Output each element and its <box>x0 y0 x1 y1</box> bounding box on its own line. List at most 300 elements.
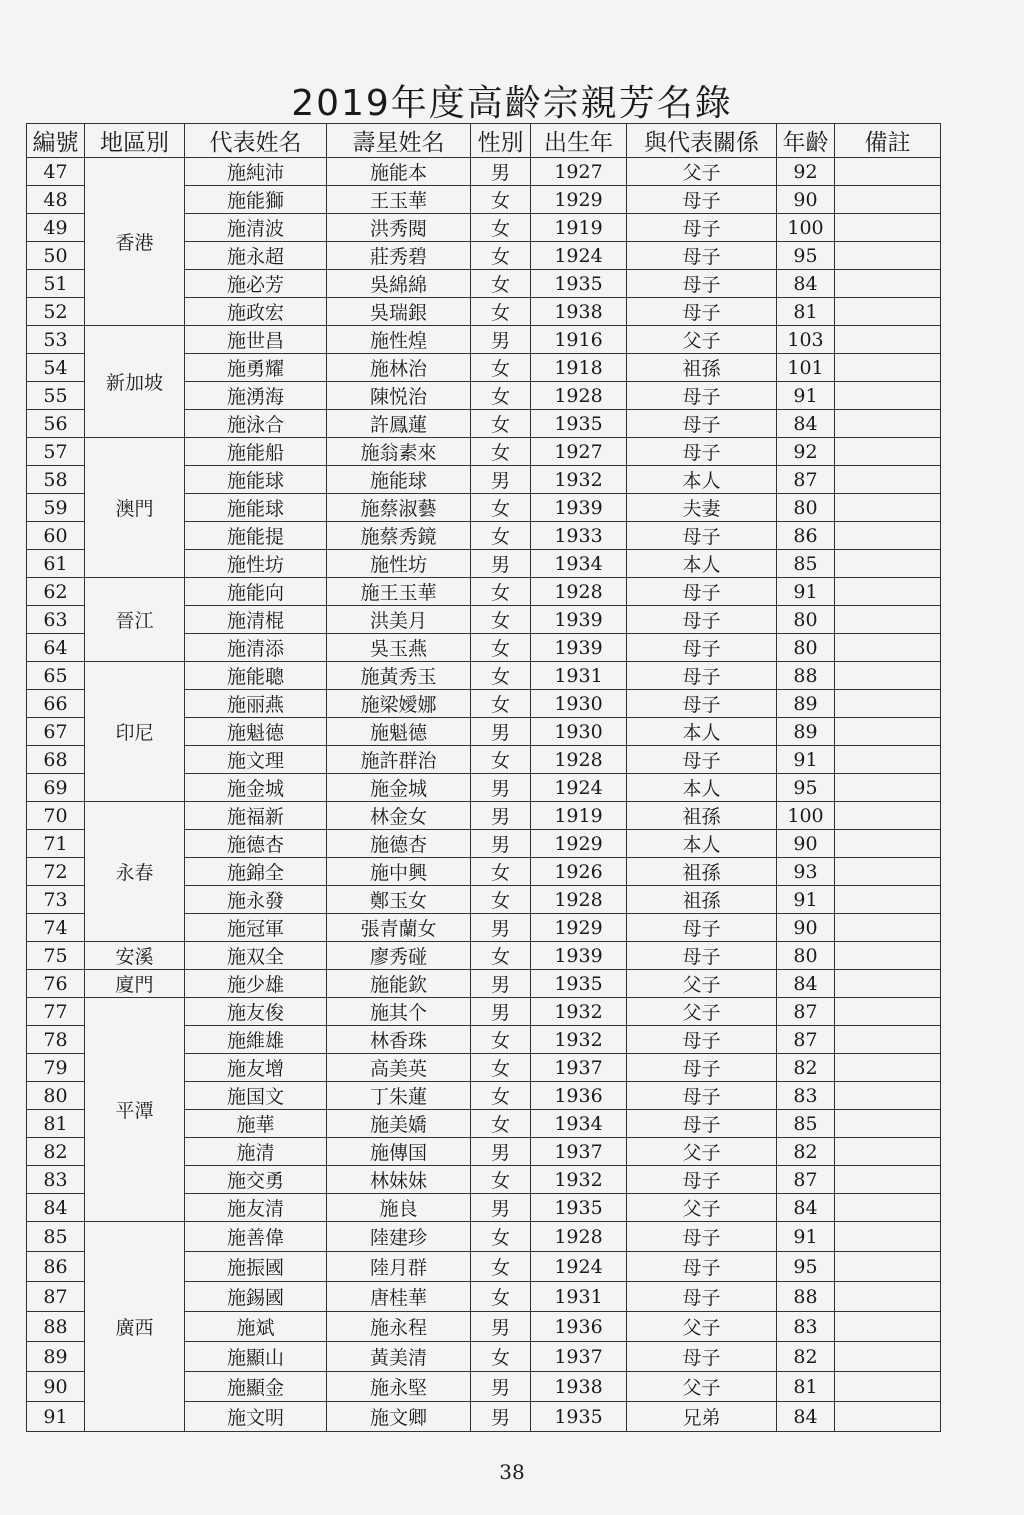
table-row <box>27 438 941 466</box>
cell-age: 82 <box>777 1138 835 1166</box>
cell-representative: 施能獅 <box>185 186 327 214</box>
cell-relation: 母子 <box>627 606 777 634</box>
cell-remarks <box>835 186 941 214</box>
cell-birth-year: 1936 <box>531 1312 627 1342</box>
cell-number: 86 <box>27 1252 85 1282</box>
cell-age: 87 <box>777 1166 835 1194</box>
cell-number: 79 <box>27 1054 85 1082</box>
cell-birth-year: 1938 <box>531 298 627 326</box>
cell-gender: 男 <box>471 774 531 802</box>
cell-remarks <box>835 382 941 410</box>
cell-representative: 施振國 <box>185 1252 327 1282</box>
cell-honoree: 洪秀閱 <box>327 214 471 242</box>
cell-remarks <box>835 438 941 466</box>
cell-relation: 母子 <box>627 1166 777 1194</box>
roster-body <box>27 158 941 1432</box>
cell-relation: 母子 <box>627 1282 777 1312</box>
cell-gender: 女 <box>471 746 531 774</box>
cell-relation: 母子 <box>627 1110 777 1138</box>
cell-number: 51 <box>27 270 85 298</box>
cell-birth-year: 1934 <box>531 1110 627 1138</box>
cell-gender: 男 <box>471 1138 531 1166</box>
cell-birth-year: 1939 <box>531 606 627 634</box>
cell-representative: 施能船 <box>185 438 327 466</box>
cell-age: 91 <box>777 886 835 914</box>
cell-gender: 女 <box>471 186 531 214</box>
cell-remarks <box>835 354 941 382</box>
cell-birth-year: 1929 <box>531 914 627 942</box>
cell-relation: 本人 <box>627 774 777 802</box>
cell-relation: 本人 <box>627 830 777 858</box>
cell-representative: 施世昌 <box>185 326 327 354</box>
cell-gender: 女 <box>471 410 531 438</box>
cell-birth-year: 1918 <box>531 354 627 382</box>
cell-honoree: 廖秀碰 <box>327 942 471 970</box>
cell-age: 80 <box>777 494 835 522</box>
cell-age: 92 <box>777 438 835 466</box>
cell-remarks <box>835 410 941 438</box>
cell-representative: 施泳合 <box>185 410 327 438</box>
cell-birth-year: 1932 <box>531 998 627 1026</box>
cell-region: 永春 <box>85 802 185 942</box>
cell-birth-year: 1937 <box>531 1054 627 1082</box>
cell-gender: 女 <box>471 942 531 970</box>
cell-relation: 母子 <box>627 746 777 774</box>
cell-representative: 施国文 <box>185 1082 327 1110</box>
cell-honoree: 施永堅 <box>327 1372 471 1402</box>
cell-representative: 施錦全 <box>185 858 327 886</box>
cell-birth-year: 1926 <box>531 858 627 886</box>
cell-relation: 祖孫 <box>627 354 777 382</box>
cell-age: 84 <box>777 410 835 438</box>
table-row <box>27 970 941 998</box>
cell-birth-year: 1931 <box>531 1282 627 1312</box>
cell-remarks <box>835 1402 941 1432</box>
cell-remarks <box>835 298 941 326</box>
cell-gender: 男 <box>471 830 531 858</box>
cell-representative: 施善偉 <box>185 1222 327 1252</box>
cell-relation: 祖孫 <box>627 886 777 914</box>
cell-relation: 父子 <box>627 1312 777 1342</box>
cell-honoree: 張青蘭女 <box>327 914 471 942</box>
table-row <box>27 802 941 830</box>
cell-number: 74 <box>27 914 85 942</box>
cell-age: 87 <box>777 466 835 494</box>
header-remarks: 備註 <box>835 124 941 158</box>
cell-age: 90 <box>777 830 835 858</box>
cell-number: 81 <box>27 1110 85 1138</box>
cell-birth-year: 1928 <box>531 1222 627 1252</box>
cell-representative: 施友增 <box>185 1054 327 1082</box>
cell-honoree: 施許群治 <box>327 746 471 774</box>
cell-gender: 女 <box>471 1342 531 1372</box>
cell-honoree: 施梁嬡娜 <box>327 690 471 718</box>
cell-representative: 施文明 <box>185 1402 327 1432</box>
cell-age: 81 <box>777 1372 835 1402</box>
cell-relation: 母子 <box>627 662 777 690</box>
cell-relation: 母子 <box>627 634 777 662</box>
cell-birth-year: 1924 <box>531 1252 627 1282</box>
cell-relation: 母子 <box>627 410 777 438</box>
cell-gender: 女 <box>471 858 531 886</box>
cell-remarks <box>835 1138 941 1166</box>
cell-age: 91 <box>777 578 835 606</box>
cell-remarks <box>835 1194 941 1222</box>
cell-honoree: 施能欽 <box>327 970 471 998</box>
cell-age: 93 <box>777 858 835 886</box>
cell-birth-year: 1932 <box>531 466 627 494</box>
cell-honoree: 施蔡淑藝 <box>327 494 471 522</box>
cell-number: 66 <box>27 690 85 718</box>
cell-representative: 施文理 <box>185 746 327 774</box>
cell-number: 59 <box>27 494 85 522</box>
cell-gender: 女 <box>471 606 531 634</box>
cell-remarks <box>835 1222 941 1252</box>
cell-representative: 施冠軍 <box>185 914 327 942</box>
cell-birth-year: 1916 <box>531 326 627 354</box>
cell-remarks <box>835 550 941 578</box>
cell-representative: 施斌 <box>185 1312 327 1342</box>
cell-region: 平潭 <box>85 998 185 1222</box>
cell-number: 54 <box>27 354 85 382</box>
table-row <box>27 662 941 690</box>
cell-honoree: 施中興 <box>327 858 471 886</box>
cell-relation: 本人 <box>627 466 777 494</box>
cell-birth-year: 1935 <box>531 410 627 438</box>
cell-honoree: 施魁德 <box>327 718 471 746</box>
cell-age: 83 <box>777 1312 835 1342</box>
cell-age: 95 <box>777 242 835 270</box>
cell-gender: 女 <box>471 298 531 326</box>
cell-relation: 祖孫 <box>627 858 777 886</box>
cell-birth-year: 1930 <box>531 718 627 746</box>
cell-gender: 男 <box>471 802 531 830</box>
cell-representative: 施錫國 <box>185 1282 327 1312</box>
cell-remarks <box>835 1342 941 1372</box>
cell-honoree: 林金女 <box>327 802 471 830</box>
cell-honoree: 洪美月 <box>327 606 471 634</box>
cell-relation: 父子 <box>627 970 777 998</box>
cell-age: 80 <box>777 634 835 662</box>
header-representative: 代表姓名 <box>185 124 327 158</box>
cell-remarks <box>835 158 941 186</box>
table-row <box>27 326 941 354</box>
cell-age: 90 <box>777 186 835 214</box>
cell-relation: 母子 <box>627 1222 777 1252</box>
cell-age: 100 <box>777 214 835 242</box>
cell-number: 48 <box>27 186 85 214</box>
header-honoree: 壽星姓名 <box>327 124 471 158</box>
cell-age: 89 <box>777 718 835 746</box>
cell-honoree: 施其个 <box>327 998 471 1026</box>
cell-representative: 施能向 <box>185 578 327 606</box>
cell-remarks <box>835 858 941 886</box>
header-row <box>27 124 941 158</box>
cell-age: 80 <box>777 606 835 634</box>
cell-gender: 女 <box>471 1054 531 1082</box>
cell-number: 85 <box>27 1222 85 1252</box>
table-row <box>27 942 941 970</box>
cell-birth-year: 1937 <box>531 1138 627 1166</box>
cell-representative: 施清添 <box>185 634 327 662</box>
cell-number: 70 <box>27 802 85 830</box>
cell-remarks <box>835 746 941 774</box>
cell-number: 58 <box>27 466 85 494</box>
cell-relation: 父子 <box>627 998 777 1026</box>
page-number: 38 <box>499 1460 525 1484</box>
cell-region: 印尼 <box>85 662 185 802</box>
cell-representative: 施魁德 <box>185 718 327 746</box>
cell-relation: 兄弟 <box>627 1402 777 1432</box>
cell-representative: 施双全 <box>185 942 327 970</box>
cell-representative: 施友俊 <box>185 998 327 1026</box>
cell-relation: 父子 <box>627 1372 777 1402</box>
cell-birth-year: 1924 <box>531 774 627 802</box>
cell-number: 77 <box>27 998 85 1026</box>
cell-representative: 施能球 <box>185 466 327 494</box>
cell-honoree: 吳綿綿 <box>327 270 471 298</box>
cell-gender: 男 <box>471 1312 531 1342</box>
cell-honoree: 高美英 <box>327 1054 471 1082</box>
cell-region: 晉江 <box>85 578 185 662</box>
cell-birth-year: 1935 <box>531 270 627 298</box>
page-title: 2019年度高齡宗親芳名錄 <box>291 83 733 124</box>
cell-region: 澳門 <box>85 438 185 578</box>
table-row <box>27 1222 941 1252</box>
cell-remarks <box>835 690 941 718</box>
cell-relation: 母子 <box>627 298 777 326</box>
cell-remarks <box>835 662 941 690</box>
cell-birth-year: 1935 <box>531 1402 627 1432</box>
cell-age: 92 <box>777 158 835 186</box>
cell-gender: 女 <box>471 438 531 466</box>
cell-birth-year: 1934 <box>531 550 627 578</box>
cell-honoree: 施傳国 <box>327 1138 471 1166</box>
cell-birth-year: 1919 <box>531 214 627 242</box>
cell-relation: 母子 <box>627 942 777 970</box>
cell-remarks <box>835 830 941 858</box>
cell-relation: 父子 <box>627 1194 777 1222</box>
cell-honoree: 施能球 <box>327 466 471 494</box>
cell-representative: 施華 <box>185 1110 327 1138</box>
cell-representative: 施清波 <box>185 214 327 242</box>
cell-gender: 女 <box>471 1166 531 1194</box>
cell-representative: 施清 <box>185 1138 327 1166</box>
cell-age: 84 <box>777 970 835 998</box>
cell-gender: 女 <box>471 1082 531 1110</box>
cell-remarks <box>835 494 941 522</box>
cell-relation: 母子 <box>627 382 777 410</box>
header-birth-year: 出生年 <box>531 124 627 158</box>
cell-relation: 母子 <box>627 522 777 550</box>
cell-number: 73 <box>27 886 85 914</box>
cell-honoree: 施翁素來 <box>327 438 471 466</box>
cell-number: 68 <box>27 746 85 774</box>
cell-number: 60 <box>27 522 85 550</box>
cell-number: 88 <box>27 1312 85 1342</box>
cell-gender: 男 <box>471 326 531 354</box>
cell-remarks <box>835 1252 941 1282</box>
cell-region: 廈門 <box>85 970 185 998</box>
cell-age: 80 <box>777 942 835 970</box>
cell-relation: 夫妻 <box>627 494 777 522</box>
cell-representative: 施勇耀 <box>185 354 327 382</box>
cell-remarks <box>835 1054 941 1082</box>
cell-remarks <box>835 270 941 298</box>
cell-honoree: 唐桂華 <box>327 1282 471 1312</box>
cell-number: 57 <box>27 438 85 466</box>
cell-representative: 施能球 <box>185 494 327 522</box>
cell-birth-year: 1929 <box>531 830 627 858</box>
cell-gender: 男 <box>471 998 531 1026</box>
cell-gender: 女 <box>471 1252 531 1282</box>
cell-age: 82 <box>777 1054 835 1082</box>
cell-birth-year: 1939 <box>531 634 627 662</box>
cell-number: 50 <box>27 242 85 270</box>
cell-age: 95 <box>777 774 835 802</box>
cell-relation: 母子 <box>627 214 777 242</box>
cell-birth-year: 1927 <box>531 438 627 466</box>
cell-remarks <box>835 1026 941 1054</box>
cell-number: 89 <box>27 1342 85 1372</box>
cell-gender: 男 <box>471 718 531 746</box>
cell-age: 89 <box>777 690 835 718</box>
cell-honoree: 陸建珍 <box>327 1222 471 1252</box>
cell-number: 84 <box>27 1194 85 1222</box>
cell-relation: 母子 <box>627 242 777 270</box>
cell-honoree: 許鳳蓮 <box>327 410 471 438</box>
cell-remarks <box>835 1110 941 1138</box>
cell-number: 53 <box>27 326 85 354</box>
cell-age: 101 <box>777 354 835 382</box>
cell-representative: 施金城 <box>185 774 327 802</box>
cell-honoree: 施德杏 <box>327 830 471 858</box>
cell-honoree: 施能本 <box>327 158 471 186</box>
cell-honoree: 施林治 <box>327 354 471 382</box>
cell-representative: 施清棍 <box>185 606 327 634</box>
cell-remarks <box>835 1282 941 1312</box>
cell-age: 85 <box>777 1110 835 1138</box>
cell-birth-year: 1935 <box>531 1194 627 1222</box>
cell-remarks <box>835 466 941 494</box>
cell-honoree: 施良 <box>327 1194 471 1222</box>
table-row <box>27 158 941 186</box>
header-number: 編號 <box>27 124 85 158</box>
table-row <box>27 578 941 606</box>
cell-relation: 母子 <box>627 438 777 466</box>
cell-honoree: 吳玉燕 <box>327 634 471 662</box>
cell-age: 91 <box>777 746 835 774</box>
cell-age: 100 <box>777 802 835 830</box>
cell-birth-year: 1937 <box>531 1342 627 1372</box>
cell-relation: 母子 <box>627 1082 777 1110</box>
cell-age: 85 <box>777 550 835 578</box>
cell-birth-year: 1928 <box>531 886 627 914</box>
cell-gender: 女 <box>471 1222 531 1252</box>
cell-number: 87 <box>27 1282 85 1312</box>
cell-honoree: 丁朱蓮 <box>327 1082 471 1110</box>
cell-number: 49 <box>27 214 85 242</box>
cell-representative: 施福新 <box>185 802 327 830</box>
cell-gender: 女 <box>471 690 531 718</box>
cell-remarks <box>835 1312 941 1342</box>
cell-representative: 施交勇 <box>185 1166 327 1194</box>
cell-gender: 女 <box>471 1110 531 1138</box>
cell-representative: 施友清 <box>185 1194 327 1222</box>
cell-gender: 男 <box>471 1372 531 1402</box>
cell-birth-year: 1929 <box>531 186 627 214</box>
cell-number: 91 <box>27 1402 85 1432</box>
cell-honoree: 施美嬌 <box>327 1110 471 1138</box>
cell-relation: 父子 <box>627 158 777 186</box>
header-relation: 與代表關係 <box>627 124 777 158</box>
cell-age: 82 <box>777 1342 835 1372</box>
cell-honoree: 黃美清 <box>327 1342 471 1372</box>
cell-age: 91 <box>777 1222 835 1252</box>
cell-birth-year: 1932 <box>531 1166 627 1194</box>
cell-honoree: 施性坊 <box>327 550 471 578</box>
cell-gender: 男 <box>471 1402 531 1432</box>
cell-remarks <box>835 606 941 634</box>
cell-relation: 本人 <box>627 718 777 746</box>
header-age: 年齡 <box>777 124 835 158</box>
cell-relation: 母子 <box>627 690 777 718</box>
cell-number: 82 <box>27 1138 85 1166</box>
header-gender: 性別 <box>471 124 531 158</box>
cell-region: 安溪 <box>85 942 185 970</box>
cell-relation: 母子 <box>627 186 777 214</box>
cell-number: 61 <box>27 550 85 578</box>
cell-number: 90 <box>27 1372 85 1402</box>
cell-remarks <box>835 942 941 970</box>
cell-birth-year: 1927 <box>531 158 627 186</box>
cell-honoree: 陸月群 <box>327 1252 471 1282</box>
cell-relation: 本人 <box>627 550 777 578</box>
cell-birth-year: 1933 <box>531 522 627 550</box>
cell-number: 63 <box>27 606 85 634</box>
cell-birth-year: 1924 <box>531 242 627 270</box>
cell-remarks <box>835 774 941 802</box>
cell-representative: 施維雄 <box>185 1026 327 1054</box>
cell-age: 90 <box>777 914 835 942</box>
cell-age: 86 <box>777 522 835 550</box>
cell-remarks <box>835 1166 941 1194</box>
cell-age: 88 <box>777 1282 835 1312</box>
cell-gender: 女 <box>471 382 531 410</box>
cell-number: 71 <box>27 830 85 858</box>
cell-gender: 女 <box>471 886 531 914</box>
cell-honoree: 施金城 <box>327 774 471 802</box>
cell-age: 91 <box>777 382 835 410</box>
cell-gender: 女 <box>471 214 531 242</box>
cell-number: 65 <box>27 662 85 690</box>
cell-remarks <box>835 578 941 606</box>
cell-honoree: 吳瑞銀 <box>327 298 471 326</box>
cell-age: 84 <box>777 1194 835 1222</box>
cell-honoree: 王玉華 <box>327 186 471 214</box>
cell-birth-year: 1928 <box>531 578 627 606</box>
cell-number: 80 <box>27 1082 85 1110</box>
cell-birth-year: 1919 <box>531 802 627 830</box>
cell-representative: 施德杏 <box>185 830 327 858</box>
cell-remarks <box>835 522 941 550</box>
cell-remarks <box>835 242 941 270</box>
cell-relation: 母子 <box>627 1342 777 1372</box>
cell-age: 83 <box>777 1082 835 1110</box>
cell-honoree: 施性煌 <box>327 326 471 354</box>
cell-number: 62 <box>27 578 85 606</box>
cell-representative: 施性坊 <box>185 550 327 578</box>
